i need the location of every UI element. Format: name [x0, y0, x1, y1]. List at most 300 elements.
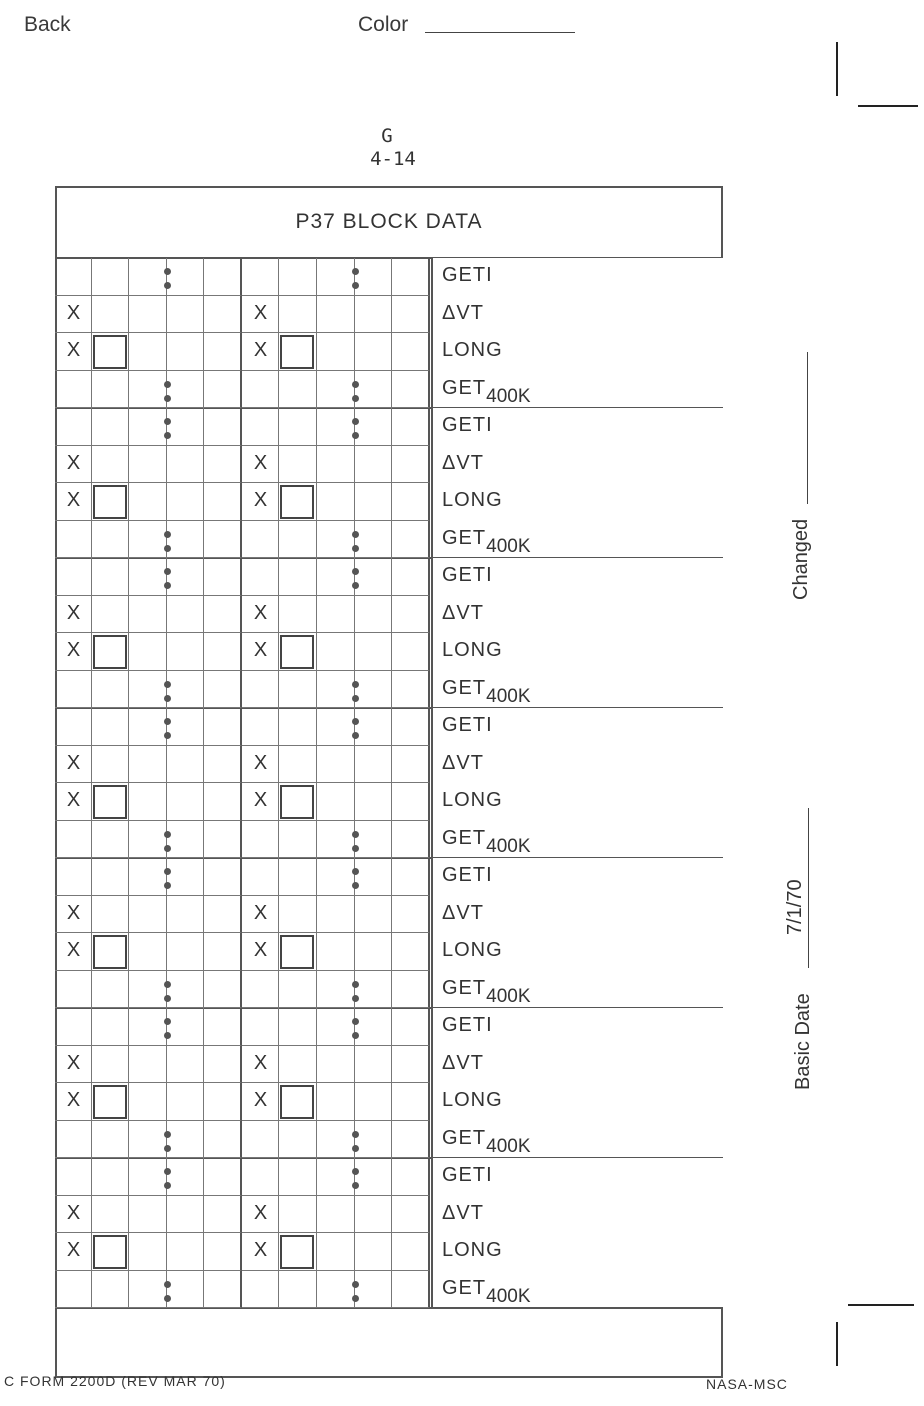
grid-cell[interactable]	[129, 1046, 167, 1084]
grid-cell[interactable]	[355, 521, 392, 559]
grid-cell[interactable]	[204, 333, 242, 371]
grid-cell[interactable]	[317, 1271, 355, 1309]
grid-cell[interactable]	[129, 521, 167, 559]
grid-cell[interactable]	[129, 446, 167, 484]
x-mark: X	[66, 1201, 81, 1224]
grid-cell[interactable]	[204, 971, 242, 1009]
decimal-dot	[352, 418, 359, 425]
grid-cell[interactable]	[355, 408, 392, 446]
grid-cell[interactable]	[129, 1083, 167, 1121]
sign-box[interactable]	[280, 1085, 314, 1119]
grid-cell[interactable]	[204, 1158, 242, 1196]
grid-cell[interactable]	[92, 1121, 129, 1159]
grid-cell[interactable]	[242, 558, 279, 596]
grid-cell[interactable]	[317, 821, 355, 859]
grid-cell[interactable]	[92, 1196, 129, 1234]
grid-cell[interactable]	[204, 746, 242, 784]
x-mark: X	[66, 901, 81, 924]
grid-cell[interactable]	[167, 258, 204, 296]
grid-cell[interactable]	[167, 521, 204, 559]
grid-cell[interactable]	[392, 671, 430, 709]
grid-cell[interactable]	[129, 483, 167, 521]
decimal-dot	[164, 1281, 171, 1288]
grid-cell[interactable]	[167, 633, 204, 671]
grid-cell[interactable]	[392, 258, 430, 296]
grid-cell[interactable]	[242, 858, 279, 896]
grid-cell[interactable]	[355, 858, 392, 896]
grid-cell[interactable]	[355, 1046, 392, 1084]
grid-cell[interactable]	[355, 708, 392, 746]
grid-cell[interactable]	[129, 596, 167, 634]
grid-cell[interactable]	[167, 933, 204, 971]
grid-cell[interactable]	[204, 258, 242, 296]
grid-cell[interactable]	[392, 783, 430, 821]
sign-box[interactable]	[280, 335, 314, 369]
get-subscript: 400K	[486, 1285, 531, 1307]
changed-label: Changed	[790, 518, 812, 600]
grid-cell[interactable]	[129, 858, 167, 896]
grid-cell[interactable]	[279, 1008, 317, 1046]
grid-cell[interactable]	[279, 258, 317, 296]
grid-cell[interactable]	[317, 971, 355, 1009]
grid-cell[interactable]	[355, 1271, 392, 1309]
decimal-dot	[164, 1295, 171, 1302]
grid-cell[interactable]	[355, 296, 392, 334]
grid-cell[interactable]	[392, 1121, 430, 1159]
grid-cell[interactable]	[92, 558, 129, 596]
grid-cell[interactable]	[355, 371, 392, 409]
grid-cell[interactable]	[167, 896, 204, 934]
grid-cell[interactable]	[55, 1158, 92, 1196]
grid-cell[interactable]	[392, 521, 430, 559]
grid-cell[interactable]	[204, 933, 242, 971]
x-mark: X	[66, 601, 81, 624]
x-mark: X	[253, 601, 268, 624]
grid-cell[interactable]	[129, 821, 167, 859]
grid-cell[interactable]	[55, 708, 92, 746]
grid-cell[interactable]	[392, 296, 430, 334]
sign-box[interactable]	[280, 785, 314, 819]
grid-cell[interactable]	[92, 1046, 129, 1084]
sign-box[interactable]	[280, 1235, 314, 1269]
grid-cell[interactable]	[129, 1271, 167, 1309]
grid-cell[interactable]	[279, 296, 317, 334]
grid-cell[interactable]	[204, 783, 242, 821]
grid-cell[interactable]	[279, 371, 317, 409]
decimal-dot	[352, 1295, 359, 1302]
grid-cell[interactable]	[242, 1271, 279, 1309]
decimal-dot	[164, 995, 171, 1002]
grid-cell[interactable]	[204, 296, 242, 334]
grid-cell[interactable]	[317, 1046, 355, 1084]
get-subscript: 400K	[486, 385, 531, 407]
grid-cell[interactable]	[242, 258, 279, 296]
grid-cell[interactable]	[279, 708, 317, 746]
grid-cell[interactable]	[129, 1008, 167, 1046]
grid-cell[interactable]	[242, 371, 279, 409]
grid-cell[interactable]	[55, 671, 92, 709]
grid-cell[interactable]	[317, 633, 355, 671]
grid-cell[interactable]	[355, 933, 392, 971]
grid-cell[interactable]	[167, 708, 204, 746]
grid-cell[interactable]	[392, 708, 430, 746]
grid-cell[interactable]	[55, 258, 92, 296]
grid-cell[interactable]	[92, 971, 129, 1009]
grid-cell[interactable]	[204, 1121, 242, 1159]
grid-cell[interactable]	[317, 596, 355, 634]
grid-cell[interactable]	[242, 1008, 279, 1046]
grid-cell[interactable]	[242, 408, 279, 446]
grid-cell[interactable]	[355, 558, 392, 596]
grid-cell[interactable]	[279, 558, 317, 596]
grid-cell[interactable]	[242, 521, 279, 559]
grid-cell[interactable]	[55, 1271, 92, 1309]
grid-cell[interactable]	[279, 1271, 317, 1309]
grid-cell[interactable]	[392, 633, 430, 671]
grid-cell[interactable]	[204, 408, 242, 446]
grid-cell[interactable]	[167, 1008, 204, 1046]
grid-cell[interactable]	[392, 446, 430, 484]
grid-cell[interactable]	[279, 521, 317, 559]
grid-cell[interactable]	[129, 746, 167, 784]
grid-cell[interactable]	[392, 483, 430, 521]
grid-cell[interactable]	[279, 1046, 317, 1084]
grid-cell[interactable]	[317, 258, 355, 296]
grid-cell[interactable]	[279, 971, 317, 1009]
grid-cell[interactable]	[129, 371, 167, 409]
grid-cell[interactable]	[92, 671, 129, 709]
grid-cell[interactable]	[355, 446, 392, 484]
get-label: $GET_{400K}$	[442, 976, 531, 1007]
grid-cell[interactable]	[392, 933, 430, 971]
grid-cell[interactable]	[355, 633, 392, 671]
geti-label: GETI	[442, 564, 493, 586]
grid-cell[interactable]	[279, 746, 317, 784]
grid-cell[interactable]	[167, 1158, 204, 1196]
grid-cell[interactable]	[279, 446, 317, 484]
grid-cell[interactable]	[129, 258, 167, 296]
grid-cell[interactable]	[167, 558, 204, 596]
grid-cell[interactable]	[355, 1158, 392, 1196]
grid-cell[interactable]	[392, 1083, 430, 1121]
grid-cell[interactable]	[355, 258, 392, 296]
grid-cell[interactable]	[317, 746, 355, 784]
grid-cell[interactable]	[392, 333, 430, 371]
grid-cell[interactable]	[355, 783, 392, 821]
geti-label: GETI	[442, 714, 493, 736]
grid-cell[interactable]	[167, 1083, 204, 1121]
grid-cell[interactable]	[55, 558, 92, 596]
grid-cell[interactable]	[317, 708, 355, 746]
decimal-dot	[164, 531, 171, 538]
grid-cell[interactable]	[129, 1121, 167, 1159]
grid-cell[interactable]	[392, 596, 430, 634]
grid-cell[interactable]	[129, 783, 167, 821]
grid-cell[interactable]	[167, 408, 204, 446]
grid-cell[interactable]	[55, 371, 92, 409]
back-label: Back	[24, 13, 71, 36]
sign-box[interactable]	[93, 635, 127, 669]
grid-cell[interactable]	[317, 858, 355, 896]
geti-label: GETI	[442, 1014, 493, 1036]
grid-cell[interactable]	[317, 521, 355, 559]
grid-cell[interactable]	[204, 708, 242, 746]
decimal-dot	[164, 381, 171, 388]
grid-cell[interactable]	[279, 596, 317, 634]
grid-cell[interactable]	[92, 858, 129, 896]
sign-box[interactable]	[93, 485, 127, 519]
grid-cell[interactable]	[55, 858, 92, 896]
grid-cell[interactable]	[355, 971, 392, 1009]
geti-label: GETI	[442, 414, 493, 436]
grid-cell[interactable]	[129, 408, 167, 446]
grid-cell[interactable]	[55, 971, 92, 1009]
grid-cell[interactable]	[355, 746, 392, 784]
grid-cell[interactable]	[92, 258, 129, 296]
grid-cell[interactable]	[204, 1083, 242, 1121]
grid-cell[interactable]	[392, 1271, 430, 1309]
grid-cell[interactable]	[279, 896, 317, 934]
grid-cell[interactable]	[317, 333, 355, 371]
grid-cell[interactable]	[355, 896, 392, 934]
grid-cell[interactable]	[317, 558, 355, 596]
grid-cell[interactable]	[392, 821, 430, 859]
blank-remarks-area[interactable]	[57, 1309, 721, 1376]
grid-cell[interactable]	[167, 1233, 204, 1271]
grid-cell[interactable]	[317, 783, 355, 821]
grid-cell[interactable]	[55, 1008, 92, 1046]
grid-cell[interactable]	[167, 446, 204, 484]
grid-cell[interactable]	[242, 671, 279, 709]
grid-cell[interactable]	[204, 596, 242, 634]
grid-cell[interactable]	[129, 896, 167, 934]
grid-cell[interactable]	[392, 1196, 430, 1234]
grid-cell[interactable]	[204, 1196, 242, 1234]
grid-cell[interactable]	[355, 821, 392, 859]
grid-cell[interactable]	[129, 971, 167, 1009]
grid-cell[interactable]	[167, 671, 204, 709]
grid-cell[interactable]	[317, 933, 355, 971]
grid-cell[interactable]	[129, 1158, 167, 1196]
grid-cell[interactable]	[204, 858, 242, 896]
grid-cell[interactable]	[167, 371, 204, 409]
grid-cell[interactable]	[55, 521, 92, 559]
grid-cell[interactable]	[204, 1046, 242, 1084]
sign-box[interactable]	[280, 635, 314, 669]
grid-cell[interactable]	[204, 558, 242, 596]
grid-cell[interactable]	[317, 1233, 355, 1271]
sign-box[interactable]	[93, 1235, 127, 1269]
decimal-dot	[352, 1182, 359, 1189]
grid-cell[interactable]	[392, 896, 430, 934]
grid-cell[interactable]	[204, 633, 242, 671]
grid-cell[interactable]	[392, 858, 430, 896]
geti-label: GETI	[442, 864, 493, 886]
grid-cell[interactable]	[204, 896, 242, 934]
grid-cell[interactable]	[167, 483, 204, 521]
grid-cell[interactable]	[317, 446, 355, 484]
grid-cell[interactable]	[279, 408, 317, 446]
grid-cell[interactable]	[92, 821, 129, 859]
grid-cell[interactable]	[317, 1158, 355, 1196]
long-label: LONG	[442, 789, 503, 811]
sign-box[interactable]	[93, 335, 127, 369]
sign-box[interactable]	[93, 785, 127, 819]
grid-cell[interactable]	[355, 596, 392, 634]
x-mark: X	[66, 339, 81, 361]
decimal-dot	[164, 545, 171, 552]
grid-cell[interactable]	[317, 296, 355, 334]
grid-cell[interactable]	[167, 821, 204, 859]
grid-cell[interactable]	[392, 1046, 430, 1084]
grid-cell[interactable]	[204, 671, 242, 709]
grid-cell[interactable]	[279, 821, 317, 859]
long-label: LONG	[442, 339, 503, 361]
grid-cell[interactable]	[204, 483, 242, 521]
grid-cell[interactable]	[317, 1121, 355, 1159]
grid-cell[interactable]	[242, 1121, 279, 1159]
grid-cell[interactable]	[317, 1008, 355, 1046]
grid-cell[interactable]	[92, 1271, 129, 1309]
grid-cell[interactable]	[129, 296, 167, 334]
grid-cell[interactable]	[204, 446, 242, 484]
grid-cell[interactable]	[92, 896, 129, 934]
grid-cell[interactable]	[167, 783, 204, 821]
grid-cell[interactable]	[55, 821, 92, 859]
grid-cell[interactable]	[355, 671, 392, 709]
grid-cell[interactable]	[355, 1121, 392, 1159]
decimal-dot	[352, 381, 359, 388]
grid-cell[interactable]	[129, 633, 167, 671]
grid-cell[interactable]	[92, 296, 129, 334]
grid-cell[interactable]	[355, 333, 392, 371]
grid-cell[interactable]	[355, 1196, 392, 1234]
sign-box[interactable]	[280, 935, 314, 969]
sign-box[interactable]	[93, 935, 127, 969]
grid-cell[interactable]	[355, 483, 392, 521]
long-label: LONG	[442, 639, 503, 661]
grid-cell[interactable]	[129, 708, 167, 746]
grid-cell[interactable]	[129, 933, 167, 971]
grid-cell[interactable]	[167, 971, 204, 1009]
grid-cell[interactable]	[129, 333, 167, 371]
grid-cell[interactable]	[392, 1158, 430, 1196]
decimal-dot	[352, 681, 359, 688]
x-mark: X	[253, 751, 268, 774]
grid-cell[interactable]	[92, 371, 129, 409]
grid-cell[interactable]	[92, 1158, 129, 1196]
grid-cell[interactable]	[204, 521, 242, 559]
grid-cell[interactable]	[55, 408, 92, 446]
grid-cell[interactable]	[355, 1008, 392, 1046]
grid-cell[interactable]	[392, 971, 430, 1009]
grid-cell[interactable]	[279, 1121, 317, 1159]
grid-cell[interactable]	[129, 1233, 167, 1271]
decimal-dot	[164, 831, 171, 838]
grid-cell[interactable]	[204, 371, 242, 409]
grid-cell[interactable]	[317, 671, 355, 709]
grid-cell[interactable]	[392, 371, 430, 409]
grid-cell[interactable]	[355, 1233, 392, 1271]
grid-cell[interactable]	[242, 708, 279, 746]
grid-cell[interactable]	[317, 1196, 355, 1234]
grid-cell[interactable]	[392, 558, 430, 596]
grid-cell[interactable]	[279, 858, 317, 896]
grid-cell[interactable]	[204, 1233, 242, 1271]
x-mark: X	[253, 1051, 268, 1074]
decimal-dot	[164, 568, 171, 575]
decimal-dot	[164, 868, 171, 875]
grid-cell[interactable]	[392, 746, 430, 784]
grid-cell[interactable]	[167, 333, 204, 371]
grid-cell[interactable]	[392, 408, 430, 446]
grid-cell[interactable]	[167, 746, 204, 784]
grid-cell[interactable]	[242, 1158, 279, 1196]
decimal-dot	[352, 1281, 359, 1288]
grid-cell[interactable]	[167, 1196, 204, 1234]
grid-cell[interactable]	[129, 671, 167, 709]
grid-cell[interactable]	[55, 1121, 92, 1159]
grid-cell[interactable]	[317, 371, 355, 409]
grid-cell[interactable]	[92, 521, 129, 559]
get-subscript: 400K	[486, 1135, 531, 1157]
sign-box[interactable]	[280, 485, 314, 519]
grid-cell[interactable]	[167, 296, 204, 334]
grid-cell[interactable]	[279, 1196, 317, 1234]
grid-cell[interactable]	[317, 896, 355, 934]
grid-cell[interactable]	[317, 483, 355, 521]
decimal-dot	[164, 432, 171, 439]
basic-date-value: 7/1/70	[784, 879, 806, 935]
grid-cell[interactable]	[279, 671, 317, 709]
grid-cell[interactable]	[242, 971, 279, 1009]
grid-cell[interactable]	[92, 746, 129, 784]
get-label: $GET_{400K}$	[442, 676, 531, 707]
grid-cell[interactable]	[167, 596, 204, 634]
grid-cell[interactable]	[92, 708, 129, 746]
grid-cell[interactable]	[167, 858, 204, 896]
grid-cell[interactable]	[204, 821, 242, 859]
grid-cell[interactable]	[92, 1008, 129, 1046]
decimal-dot	[164, 1018, 171, 1025]
grid-cell[interactable]	[317, 1083, 355, 1121]
grid-cell[interactable]	[204, 1008, 242, 1046]
page-section: G	[381, 125, 393, 147]
grid-cell[interactable]	[92, 596, 129, 634]
x-mark: X	[66, 639, 81, 661]
grid-cell[interactable]	[129, 558, 167, 596]
decimal-dot	[164, 882, 171, 889]
sign-box[interactable]	[93, 1085, 127, 1119]
grid-cell[interactable]	[167, 1121, 204, 1159]
grid-cell[interactable]	[317, 408, 355, 446]
x-mark: X	[253, 301, 268, 324]
grid-cell[interactable]	[92, 446, 129, 484]
x-mark: X	[66, 451, 81, 474]
grid-cell[interactable]	[129, 1196, 167, 1234]
decimal-dot	[164, 981, 171, 988]
grid-cell[interactable]	[279, 1158, 317, 1196]
grid-cell[interactable]	[204, 1271, 242, 1309]
grid-cell[interactable]	[242, 821, 279, 859]
grid-cell[interactable]	[92, 408, 129, 446]
grid-cell[interactable]	[355, 1083, 392, 1121]
decimal-dot	[352, 395, 359, 402]
grid-cell[interactable]	[167, 1046, 204, 1084]
grid-cell[interactable]	[392, 1008, 430, 1046]
grid-cell[interactable]	[167, 1271, 204, 1309]
grid-cell[interactable]	[392, 1233, 430, 1271]
